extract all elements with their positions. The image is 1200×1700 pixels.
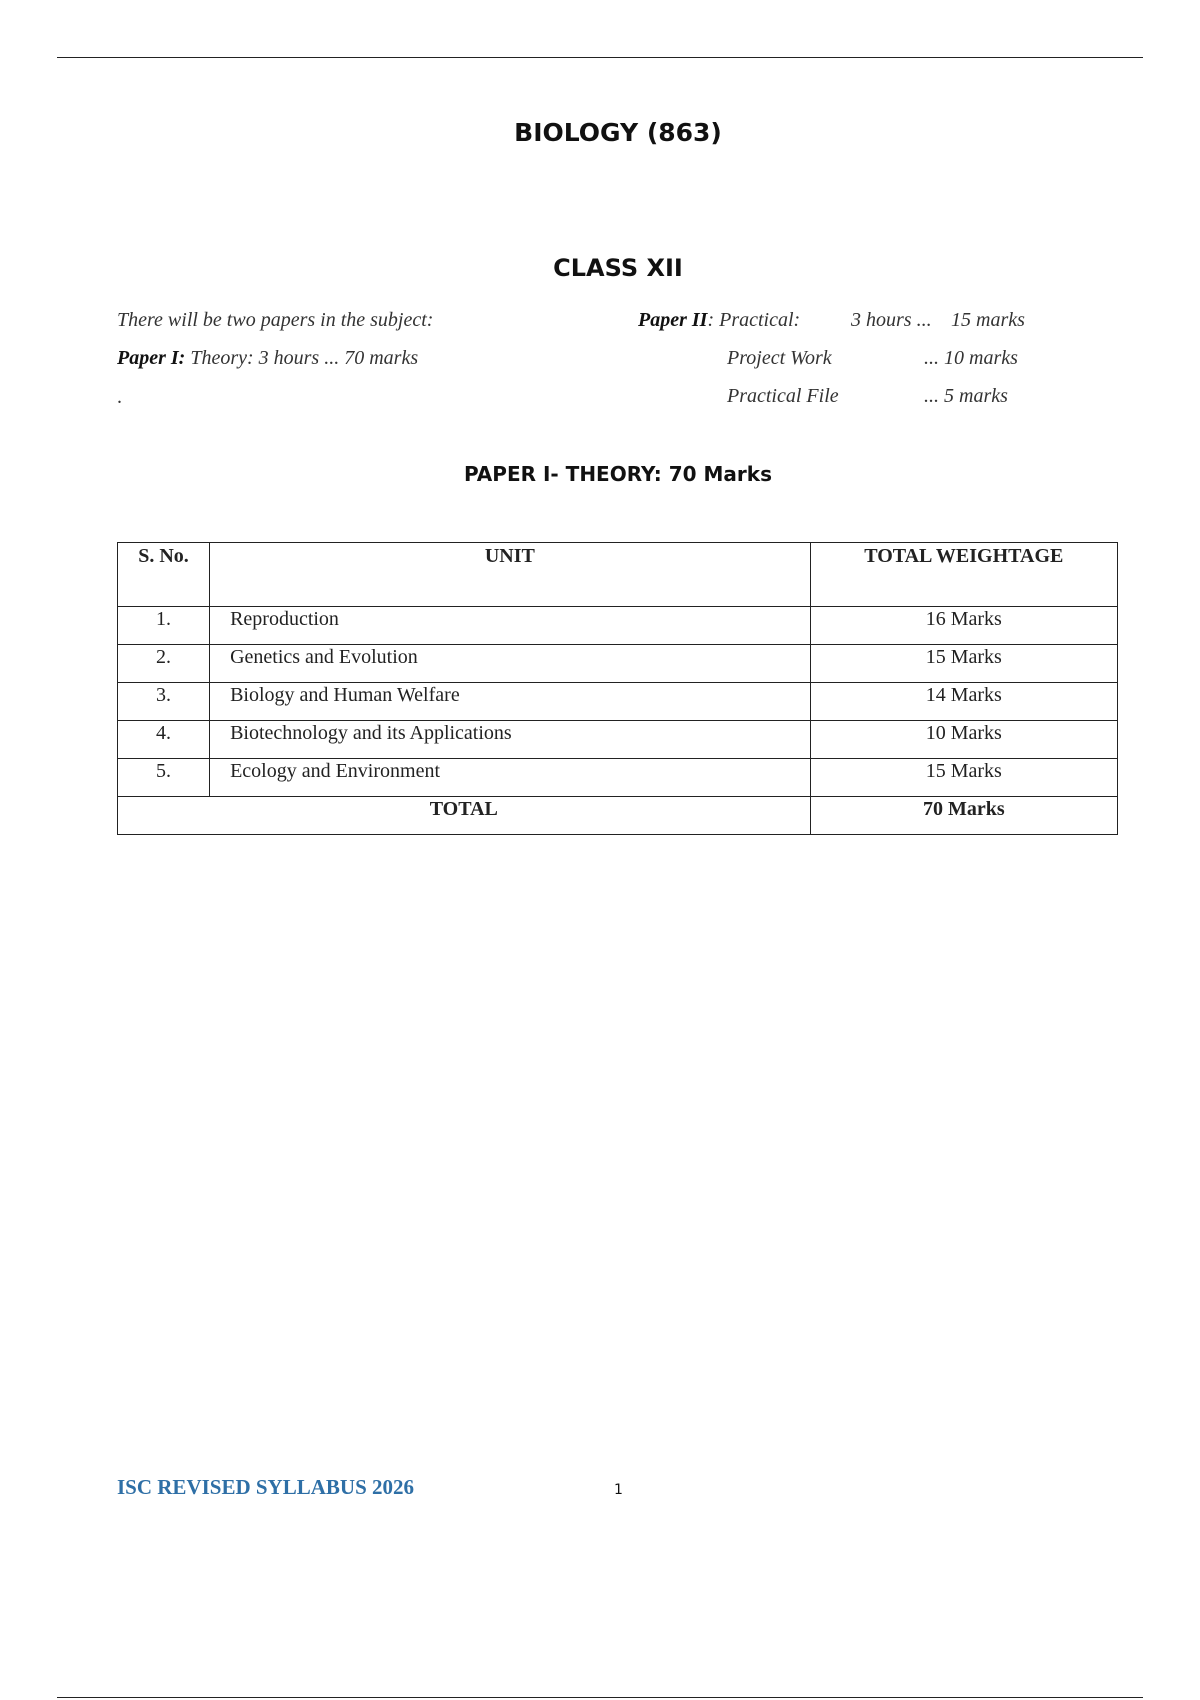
table-header-row bbox=[118, 543, 1118, 607]
cell-unit: Ecology and Environment bbox=[210, 759, 811, 797]
table-row bbox=[118, 683, 1118, 721]
class-title: CLASS XII bbox=[553, 254, 683, 282]
paper2-colon: : Practical: bbox=[707, 309, 801, 331]
unit-weightage-table bbox=[117, 542, 1118, 835]
page-number: 1 bbox=[614, 1482, 623, 1498]
cell-weightage: 15 Marks bbox=[810, 645, 1117, 683]
table-row bbox=[118, 645, 1118, 683]
total-value: 70 Marks bbox=[810, 797, 1117, 835]
cell-unit: Reproduction bbox=[210, 607, 811, 645]
header-sno: S. No. bbox=[118, 543, 210, 607]
cell-unit: Biotechnology and its Applications bbox=[210, 721, 811, 759]
paper1-label: Paper I: bbox=[117, 347, 186, 369]
subject-line: There will be two papers in the subject: bbox=[117, 309, 434, 331]
project-work-label: Project Work bbox=[727, 347, 832, 369]
cell-sno: 5. bbox=[118, 759, 210, 797]
stray-dot: . bbox=[117, 386, 122, 408]
paper2-label: Paper II bbox=[638, 309, 708, 331]
table-row bbox=[118, 607, 1118, 645]
paper2-practical-marks: 15 marks bbox=[951, 309, 1025, 331]
cell-sno: 4. bbox=[118, 721, 210, 759]
cell-unit: Biology and Human Welfare bbox=[210, 683, 811, 721]
project-work-marks: ... 10 marks bbox=[924, 347, 1018, 369]
paper1-line bbox=[117, 347, 418, 370]
cell-sno: 1. bbox=[118, 607, 210, 645]
table-row bbox=[118, 721, 1118, 759]
paper-heading: PAPER I- THEORY: 70 Marks bbox=[463, 462, 772, 486]
cell-weightage: 10 Marks bbox=[810, 721, 1117, 759]
top-divider bbox=[57, 57, 1143, 58]
paper2-practical-time: 3 hours ... bbox=[851, 309, 932, 331]
practical-file-marks: ... 5 marks bbox=[924, 385, 1008, 407]
bottom-divider bbox=[57, 1697, 1143, 1698]
paper2-line bbox=[638, 309, 800, 332]
table-row bbox=[118, 759, 1118, 797]
syllabus-footer-label: ISC REVISED SYLLABUS 2026 bbox=[117, 1475, 415, 1499]
paper1-text: Theory: 3 hours ... 70 marks bbox=[190, 347, 419, 369]
cell-weightage: 15 Marks bbox=[810, 759, 1117, 797]
header-weightage: TOTAL WEIGHTAGE bbox=[810, 543, 1117, 607]
header-unit: UNIT bbox=[210, 543, 811, 607]
practical-file-label: Practical File bbox=[727, 385, 839, 407]
table-total-row bbox=[118, 797, 1118, 835]
cell-unit: Genetics and Evolution bbox=[210, 645, 811, 683]
cell-sno: 2. bbox=[118, 645, 210, 683]
page-title: BIOLOGY (863) bbox=[514, 118, 722, 147]
cell-sno: 3. bbox=[118, 683, 210, 721]
total-label: TOTAL bbox=[118, 797, 811, 835]
cell-weightage: 16 Marks bbox=[810, 607, 1117, 645]
cell-weightage: 14 Marks bbox=[810, 683, 1117, 721]
